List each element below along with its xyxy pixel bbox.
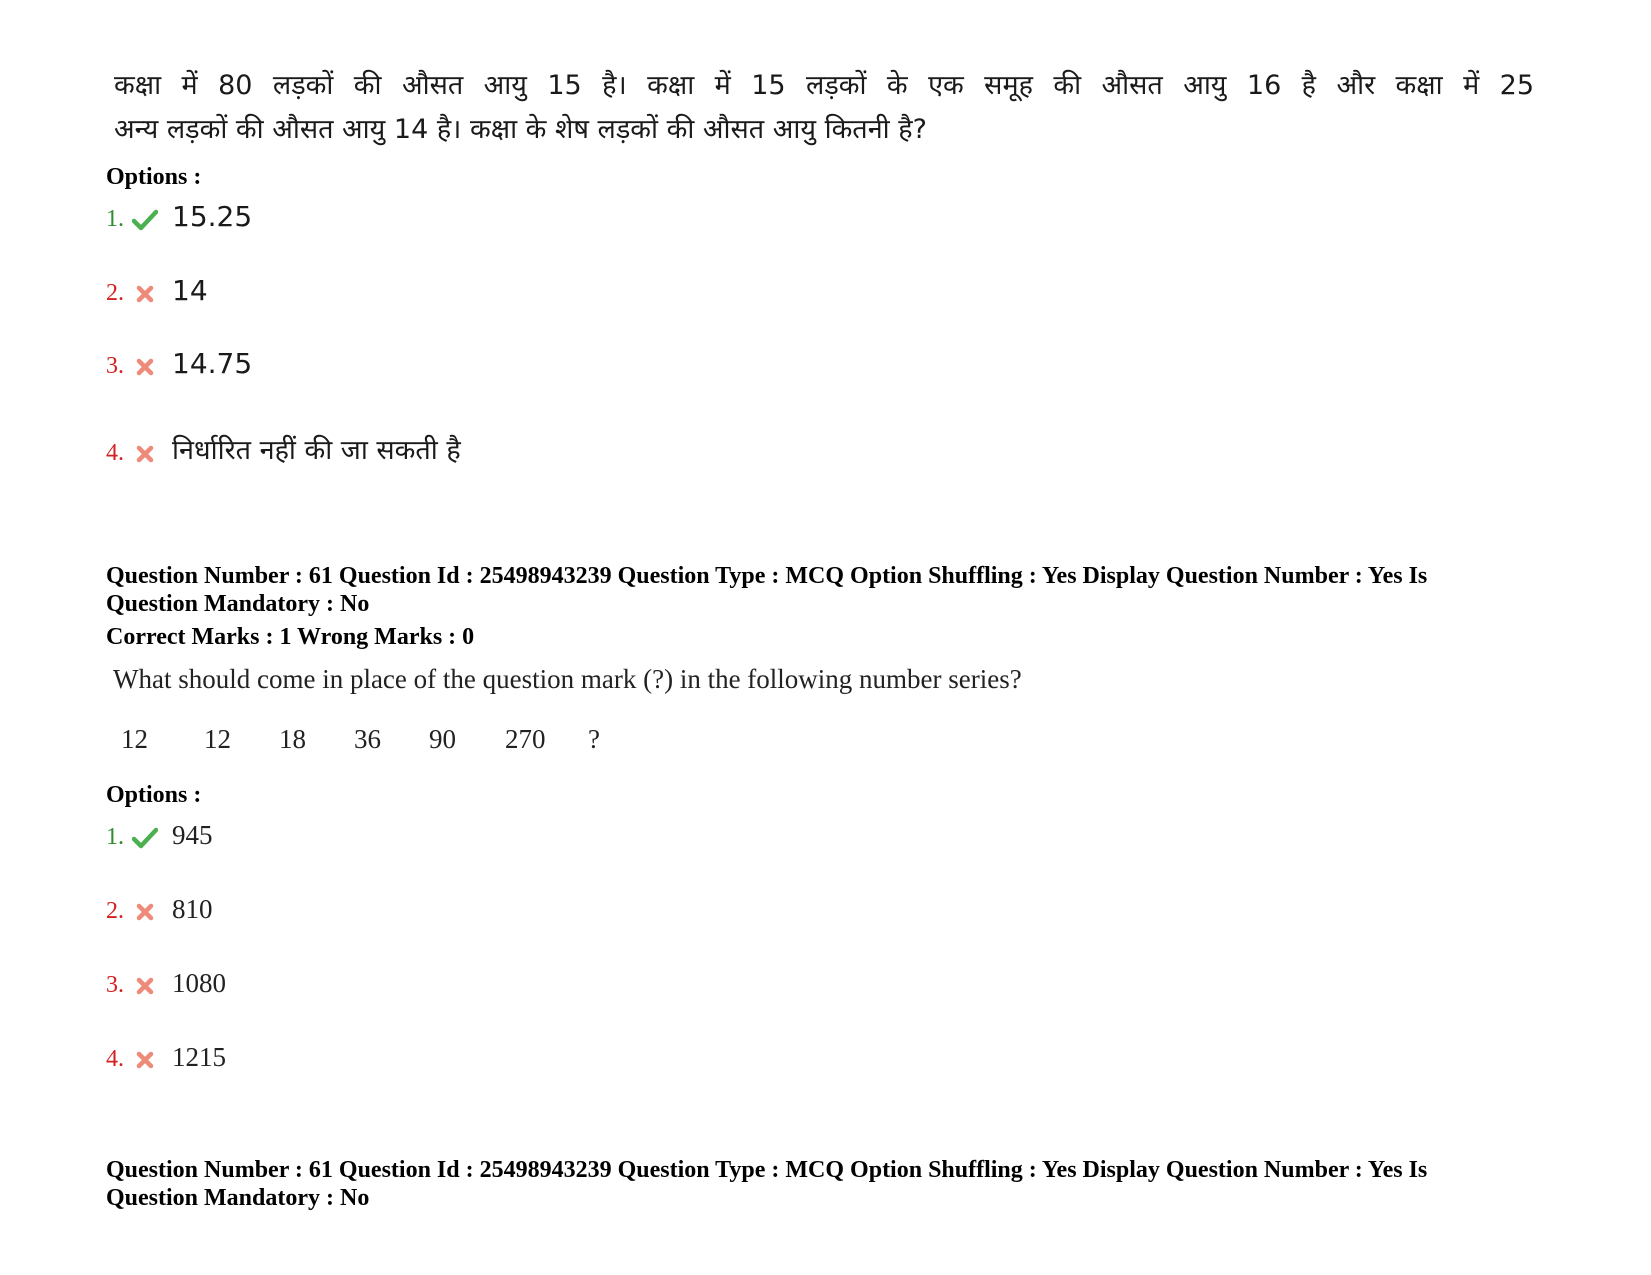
q60-option-2-text: 14 <box>172 274 208 307</box>
series-term-7: ? <box>588 724 600 754</box>
q61-marks: Correct Marks : 1 Wrong Marks : 0 <box>106 624 475 650</box>
q60-option-1 <box>106 200 252 233</box>
series-term-1: 12 <box>121 724 148 754</box>
q60-option-3-text: 14.75 <box>172 347 253 380</box>
next-meta-line2: Question Mandatory : No <box>106 1185 370 1211</box>
q60-question-line2: अन्य लड़कों की औसत आयु 14 है। कक्षा के शेष लड़कों की औसत आयु कितनी है? <box>114 114 927 145</box>
q61-meta <box>106 562 1566 618</box>
cross-icon <box>132 899 158 925</box>
q60-option-3 <box>106 347 252 380</box>
q61-option-4 <box>106 1042 226 1073</box>
series-term-2: 12 <box>204 724 231 754</box>
q61-meta-line1: Question Number : 61 Question Id : 25498943239 Question Type : MCQ Option Shuffling : Yes Display Question Number : Yes Is <box>106 563 1428 589</box>
next-question-meta <box>106 1156 1566 1212</box>
cross-icon <box>132 1047 158 1073</box>
check-icon <box>132 207 158 233</box>
q61-option-1-number: 1. <box>106 824 124 850</box>
q61-option-1 <box>106 820 213 851</box>
q60-option-3-number: 3. <box>106 353 124 379</box>
q60-option-4 <box>106 430 461 467</box>
q61-option-1-text: 945 <box>172 820 213 850</box>
q61-option-4-text: 1215 <box>172 1042 226 1072</box>
q61-question: What should come in place of the question mark (?) in the following number series? <box>113 664 1022 694</box>
next-meta-line1: Question Number : 61 Question Id : 25498943239 Question Type : MCQ Option Shuffling : Yes Display Question Number : Yes Is <box>106 1157 1428 1183</box>
q61-option-3-number: 3. <box>106 972 124 998</box>
cross-icon <box>132 354 158 380</box>
q60-question-line1: कक्षा में 80 लड़कों की औसत आयु 15 है। कक्षा में 15 लड़कों के एक समूह की औसत आयु 16 है और कक्षा में 25 <box>114 70 1534 101</box>
series-term-3: 18 <box>279 724 306 754</box>
q61-option-2 <box>106 894 213 925</box>
q61-series <box>121 724 600 755</box>
series-term-6: 270 <box>505 724 546 754</box>
cross-icon <box>132 973 158 999</box>
q60-option-2-number: 2. <box>106 280 124 306</box>
series-term-5: 90 <box>429 724 456 754</box>
q61-option-3 <box>106 968 226 999</box>
q60-option-1-text: 15.25 <box>172 200 253 233</box>
q61-option-3-text: 1080 <box>172 968 226 998</box>
cross-icon <box>132 281 158 307</box>
q61-options-label: Options : <box>106 782 202 808</box>
cross-icon <box>132 441 158 467</box>
q60-question <box>114 64 1534 152</box>
q60-option-4-number: 4. <box>106 440 124 466</box>
series-term-4: 36 <box>354 724 381 754</box>
q61-option-2-number: 2. <box>106 898 124 924</box>
q61-meta-line2: Question Mandatory : No <box>106 591 370 617</box>
check-icon <box>132 825 158 851</box>
q61-option-4-number: 4. <box>106 1046 124 1072</box>
q60-option-4-text: निर्धारित नहीं की जा सकती है <box>172 435 461 466</box>
q60-options-label: Options : <box>106 164 202 190</box>
q60-option-2 <box>106 274 208 307</box>
q61-option-2-text: 810 <box>172 894 213 924</box>
q60-option-1-number: 1. <box>106 206 124 232</box>
